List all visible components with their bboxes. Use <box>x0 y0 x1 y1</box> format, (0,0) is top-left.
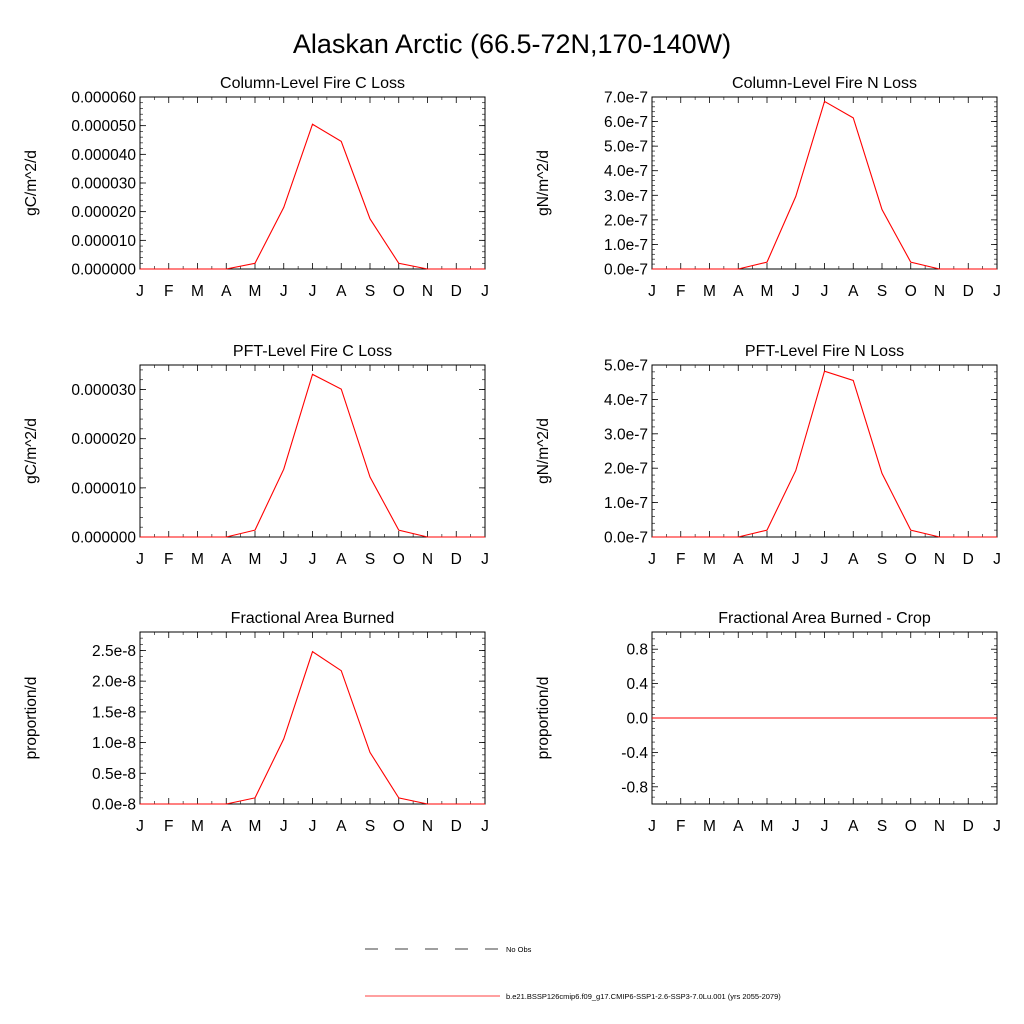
panel-title: Column-Level Fire N Loss <box>732 75 917 92</box>
y-tick-label: 2.0e-8 <box>92 673 136 691</box>
y-axis-label: gN/m^2/d <box>535 150 552 216</box>
x-tick-label: M <box>191 551 204 568</box>
y-tick-label: 0.000030 <box>71 175 136 193</box>
x-tick-label: J <box>820 283 829 300</box>
x-tick-label: M <box>703 818 716 835</box>
y-tick-label: 3.0e-7 <box>604 426 648 444</box>
y-tick-label: 2.0e-7 <box>604 460 648 478</box>
x-tick-label: F <box>676 283 686 300</box>
x-tick-label: S <box>364 283 376 300</box>
y-tick-label: 0.0 <box>626 710 648 728</box>
x-tick-label: N <box>421 283 434 300</box>
y-tick-label: 0.000030 <box>71 382 136 400</box>
y-tick-label: -0.4 <box>621 744 648 762</box>
y-axis-label: proportion/d <box>23 676 40 760</box>
panel-title: Column-Level Fire C Loss <box>220 75 405 92</box>
x-tick-label: M <box>191 818 204 835</box>
x-tick-label: N <box>933 818 946 835</box>
x-tick-label: J <box>791 283 800 300</box>
x-tick-label: D <box>962 818 974 835</box>
chart-panel-5 <box>23 610 489 835</box>
x-tick-label: O <box>392 818 405 835</box>
x-tick-label: M <box>248 283 262 300</box>
figure-title: Alaskan Arctic (66.5-72N,170-140W) <box>292 29 732 59</box>
y-tick-label: 6.0e-7 <box>604 114 648 132</box>
y-tick-label: 3.0e-7 <box>604 187 648 205</box>
legend <box>365 945 781 1001</box>
series-line <box>140 652 485 804</box>
x-tick-label: J <box>308 818 317 835</box>
x-tick-label: O <box>904 283 917 300</box>
y-tick-label: 0.000000 <box>71 529 136 547</box>
x-tick-label: J <box>993 551 1001 568</box>
x-tick-label: J <box>820 818 829 835</box>
x-tick-label: A <box>733 283 744 300</box>
y-tick-label: 2.0e-7 <box>604 212 648 230</box>
plot-frame <box>140 365 485 537</box>
x-tick-label: J <box>648 283 656 300</box>
x-tick-label: J <box>279 551 288 568</box>
y-tick-label: 1.5e-8 <box>92 704 136 722</box>
y-tick-label: 0.000040 <box>71 146 136 164</box>
chart-panel-4 <box>535 343 1001 568</box>
x-tick-label: N <box>421 818 434 835</box>
x-tick-label: N <box>933 283 946 300</box>
x-tick-label: N <box>933 551 946 568</box>
x-tick-label: M <box>191 283 204 300</box>
plot-frame <box>652 97 997 269</box>
x-tick-label: J <box>791 818 800 835</box>
y-tick-label: 0.0e-8 <box>92 796 136 814</box>
y-tick-label: 5.0e-7 <box>604 138 648 156</box>
plot-frame <box>140 97 485 269</box>
x-tick-label: A <box>848 283 859 300</box>
x-tick-label: J <box>993 818 1001 835</box>
series-line <box>140 374 485 537</box>
y-tick-label: 0.8 <box>626 641 648 659</box>
chart-panel-2 <box>535 75 1001 300</box>
x-tick-label: D <box>450 551 462 568</box>
y-tick-label: 2.5e-8 <box>92 642 136 660</box>
series-line <box>652 371 997 537</box>
x-tick-label: S <box>876 818 888 835</box>
x-tick-label: D <box>962 551 974 568</box>
x-tick-label: M <box>760 283 774 300</box>
x-tick-label: J <box>136 283 144 300</box>
x-tick-label: J <box>279 283 288 300</box>
chart-panel-3 <box>23 343 489 568</box>
x-tick-label: M <box>248 818 262 835</box>
y-tick-label: 0.000060 <box>71 89 136 107</box>
x-tick-label: J <box>993 283 1001 300</box>
x-tick-label: J <box>481 283 489 300</box>
y-tick-label: 1.0e-7 <box>604 236 648 254</box>
y-axis-label: proportion/d <box>535 676 552 760</box>
legend-no-obs-label: No Obs <box>506 945 532 954</box>
series-line <box>652 101 997 269</box>
x-tick-label: J <box>791 551 800 568</box>
y-tick-label: 1.0e-8 <box>92 735 136 753</box>
x-tick-label: J <box>136 818 144 835</box>
x-tick-label: M <box>248 551 262 568</box>
x-tick-label: J <box>648 818 656 835</box>
x-tick-label: A <box>848 551 859 568</box>
x-tick-label: J <box>136 551 144 568</box>
x-tick-label: J <box>481 551 489 568</box>
x-tick-label: O <box>904 551 917 568</box>
y-axis-label: gN/m^2/d <box>535 418 552 484</box>
x-tick-label: S <box>364 551 376 568</box>
y-tick-label: 0.000000 <box>71 261 136 279</box>
x-tick-label: A <box>221 551 232 568</box>
x-tick-label: M <box>760 818 774 835</box>
x-tick-label: O <box>392 283 405 300</box>
chart-panel-6 <box>535 610 1001 835</box>
x-tick-label: A <box>336 551 347 568</box>
plot-frame <box>652 365 997 537</box>
x-tick-label: A <box>848 818 859 835</box>
panels <box>23 75 1001 835</box>
y-tick-label: 7.0e-7 <box>604 89 648 107</box>
chart-panel-1 <box>23 75 489 300</box>
x-tick-label: A <box>221 818 232 835</box>
x-tick-label: S <box>364 818 376 835</box>
y-tick-label: 1.0e-7 <box>604 495 648 513</box>
x-tick-label: F <box>164 283 174 300</box>
x-tick-label: A <box>221 283 232 300</box>
y-tick-label: 0.000050 <box>71 118 136 136</box>
legend-model-label: b.e21.BSSP126cmip6.f09_g17.CMIP6-SSP1-2.6-SSP3-7.0Lu.001 (yrs 2055-2079) <box>506 992 781 1001</box>
x-tick-label: D <box>962 283 974 300</box>
x-tick-label: M <box>703 283 716 300</box>
x-tick-label: N <box>421 551 434 568</box>
x-tick-label: S <box>876 283 888 300</box>
x-tick-label: D <box>450 283 462 300</box>
x-tick-label: J <box>308 551 317 568</box>
x-tick-label: A <box>733 551 744 568</box>
x-tick-label: A <box>733 818 744 835</box>
y-tick-label: 5.0e-7 <box>604 357 648 375</box>
x-tick-label: J <box>820 551 829 568</box>
y-tick-label: 0.0e-7 <box>604 261 648 279</box>
y-tick-label: 4.0e-7 <box>604 163 648 181</box>
panel-title: PFT-Level Fire C Loss <box>232 343 393 360</box>
y-tick-label: 4.0e-7 <box>604 391 648 409</box>
y-tick-label: 0.000010 <box>71 232 136 250</box>
x-tick-label: J <box>279 818 288 835</box>
panel-title: Fractional Area Burned <box>230 610 395 627</box>
panel-title: PFT-Level Fire N Loss <box>744 343 905 360</box>
y-tick-label: 0.4 <box>626 676 648 694</box>
y-axis-label: gC/m^2/d <box>23 418 40 484</box>
x-tick-label: M <box>760 551 774 568</box>
x-tick-label: J <box>308 283 317 300</box>
y-tick-label: -0.8 <box>621 779 648 797</box>
x-tick-label: O <box>392 551 405 568</box>
x-tick-label: F <box>164 551 174 568</box>
panel-title: Fractional Area Burned - Crop <box>718 610 931 627</box>
y-tick-label: 0.000010 <box>71 480 136 498</box>
x-tick-label: A <box>336 818 347 835</box>
x-tick-label: O <box>904 818 917 835</box>
y-tick-label: 0.000020 <box>71 431 136 449</box>
series-line <box>140 124 485 269</box>
x-tick-label: D <box>450 818 462 835</box>
y-axis-label: gC/m^2/d <box>23 150 40 216</box>
x-tick-label: F <box>676 818 686 835</box>
x-tick-label: A <box>336 283 347 300</box>
plot-frame <box>140 632 485 804</box>
x-tick-label: J <box>648 551 656 568</box>
x-tick-label: J <box>481 818 489 835</box>
y-tick-label: 0.5e-8 <box>92 765 136 783</box>
x-tick-label: F <box>676 551 686 568</box>
x-tick-label: F <box>164 818 174 835</box>
y-tick-label: 0.000020 <box>71 204 136 222</box>
x-tick-label: M <box>703 551 716 568</box>
y-tick-label: 0.0e-7 <box>604 529 648 547</box>
x-tick-label: S <box>876 551 888 568</box>
